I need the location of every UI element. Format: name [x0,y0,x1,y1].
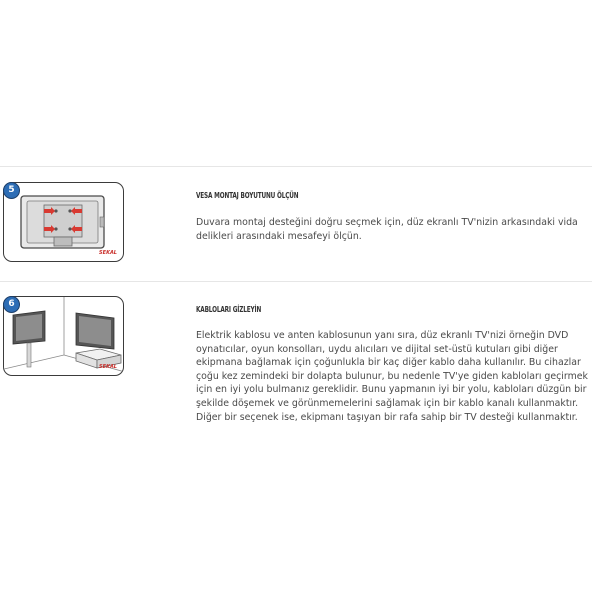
cable-hiding-illustration [3,296,124,376]
step-title: VESA MONTAJ BOYUTUNU ÖLÇÜN [196,190,299,200]
brand-logo: SEKAL [99,250,117,256]
description-line: çoğu kez zemindeki bir dolapta bulunur, bu nedenle TV'ye giden kabloları geçirmek [196,370,588,382]
step-description [196,216,592,243]
step-number-badge: 5 [3,182,20,199]
description-line: oynatıcılar, oyun konsolları, uydu alıcıları ve dijital set-üstü kutuları gibi diğer [196,343,558,355]
step-number-badge: 6 [3,296,20,313]
brand-logo: SEKAL [99,364,117,370]
description-line: Elektrik kablosu ve anten kablosunun yanı sıra, düz ekranlı TV'nizi örneğin DVD [196,330,569,341]
description-line: Duvara montaj desteğini doğru seçmek için, düz ekranlı TV'nizin arkasındaki vida [196,217,578,228]
divider-middle [0,281,592,282]
step-title: KABLOLARI GİZLEYİN [196,304,262,314]
description-line: şekilde döşemek ve görünmemelerini sağlamak için bir kablo kanalı kullanmaktır. [196,397,579,409]
vesa-measure-illustration [3,182,124,262]
divider-top [0,166,592,167]
description-line: ekipmana bağlamak için çoğunlukla bir kaç diğer kablo daha kullanılır. Bu cihazlar [196,357,581,369]
description-line: Diğer bir seçenek ise, ekipmanı taşıyan bir rafa sahip bir TV desteği kullanmaktır. [196,411,578,423]
step-description [196,329,592,424]
description-line: için en iyi yolu bulmanız gereklidir. Bunu yapmanın iyi bir yolu, kabloları düzgün bir [196,384,587,396]
description-line: delikleri arasındaki mesafeyi ölçün. [196,230,362,242]
